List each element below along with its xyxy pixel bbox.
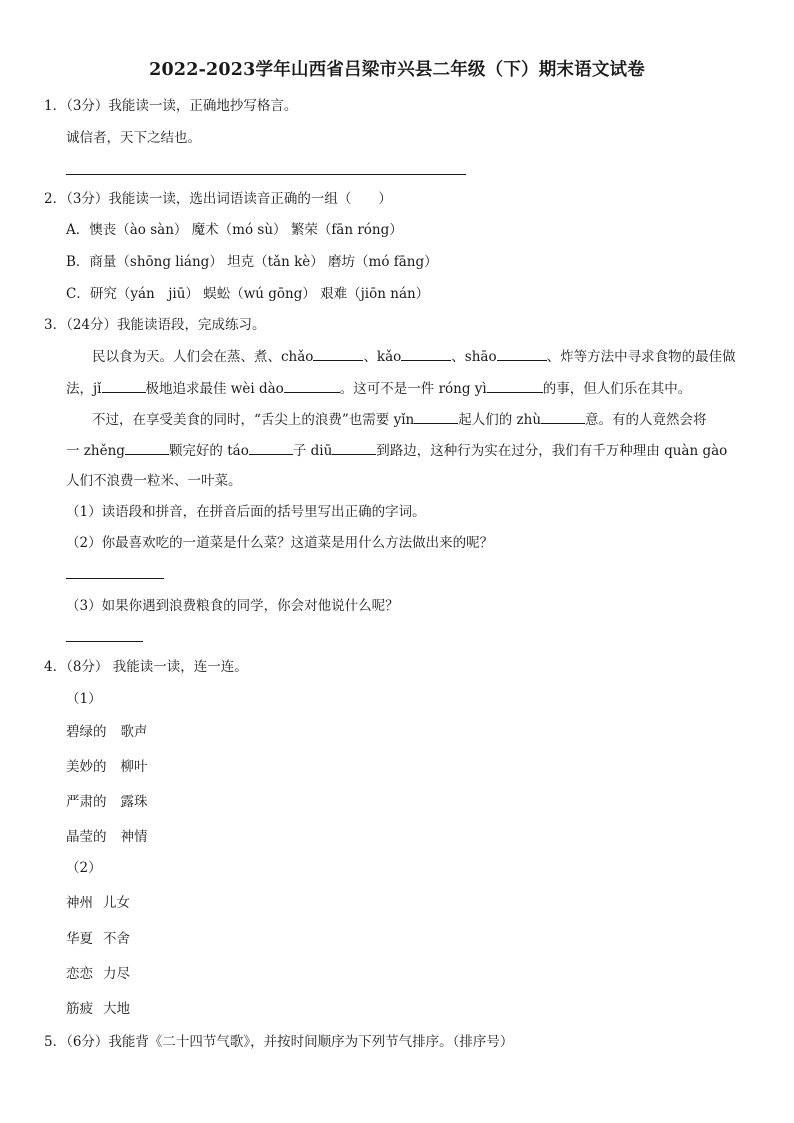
match-right-item[interactable]: 儿女 (103, 895, 130, 911)
passage-text: 。这可不是一件 róng yì (339, 381, 487, 397)
passage-text: 不过，在享受美食的同时，“舌尖上的浪费”也需要 yǐn (92, 412, 415, 428)
match-right-item[interactable]: 不舍 (103, 931, 130, 947)
match-left-item[interactable]: 筋疲 (66, 1001, 93, 1017)
match-left-item[interactable]: 华夏 (66, 931, 93, 947)
question-4-stem: 4．（8分） 我能读一读，连一连。 (44, 659, 248, 675)
pinyin-blank[interactable] (332, 440, 376, 455)
exam-title: 2022-2023学年山西省吕梁市兴县二年级（下）期末语文试卷 (149, 60, 645, 80)
passage-text: 法，jǐ (66, 381, 102, 397)
match-right-item[interactable]: 露珠 (120, 794, 148, 810)
sub-question-2: （2）你最喜欢吃的一道菜是什么菜？这道菜是用什么方法做出来的呢？ (66, 535, 494, 551)
question-2-stem: 2．（3分）我能读一读，选出词语读音正确的一组（ ） (44, 191, 392, 207)
match-left-item[interactable]: 美妙的 (66, 759, 107, 775)
part-1-label: （1） (66, 691, 102, 707)
part-2-label: （2） (66, 860, 102, 876)
match-row (66, 964, 130, 984)
passage-text: 、kǎo (363, 349, 402, 365)
passage-text: 极地追求最佳 wèi dào (145, 381, 284, 397)
match-row (66, 999, 130, 1019)
pinyin-blank[interactable] (284, 378, 340, 393)
option-b[interactable]: B．商量（shōng liáng） 坦克（tǎn kè） 磨坊（mó fāng） (66, 254, 438, 270)
match-row (66, 757, 148, 777)
question-1-stem: 1．（3分）我能读一读，正确地抄写格言。 (44, 98, 298, 114)
pinyin-blank[interactable] (125, 440, 169, 455)
passage-text: 、shāo (451, 349, 497, 365)
match-right-item[interactable]: 歌声 (120, 724, 148, 740)
passage-text: 子 diū (292, 443, 333, 459)
pinyin-blank[interactable] (401, 346, 451, 361)
question-3-stem: 3．（24分）我能读语段，完成练习。 (44, 317, 266, 333)
pinyin-blank[interactable] (541, 409, 585, 424)
pinyin-blank[interactable] (102, 378, 146, 393)
match-left-item[interactable]: 碧绿的 (66, 724, 107, 740)
passage-p1-line1 (92, 346, 736, 367)
match-right-item[interactable]: 大地 (103, 1001, 130, 1017)
passage-p1-line2 (66, 378, 691, 399)
passage-text: 到路边，这种行为实在过分，我们有千万种理由 quàn gào (376, 443, 728, 459)
option-c[interactable]: C．研究（yán jiū） 蜈蚣（wú gōng） 艰难（jiōn nán） (66, 286, 430, 302)
match-left-item[interactable]: 神州 (66, 895, 93, 911)
passage-text: 颗完好的 táo (168, 443, 249, 459)
passage-text: 民以食为天。人们会在蒸、煮、chǎo (92, 349, 314, 365)
pinyin-blank[interactable] (414, 409, 458, 424)
match-left-item[interactable]: 严肃的 (66, 794, 107, 810)
passage-text: 的事，但人们乐在其中。 (542, 381, 692, 397)
passage-text: 意。有的人竟然会将 (585, 412, 707, 428)
passage-text: 起人们的 zhù (458, 412, 542, 428)
match-left-item[interactable]: 晶莹的 (66, 829, 107, 845)
passage-text: 一 zhěng (66, 443, 125, 459)
match-right-item[interactable]: 力尽 (103, 966, 130, 982)
match-row (66, 893, 130, 913)
match-row (66, 827, 148, 847)
pinyin-blank[interactable] (487, 378, 543, 393)
match-right-item[interactable]: 神情 (120, 829, 148, 845)
option-a[interactable]: A．懊丧（ào sàn） 魔术（mó sù） 繁荣（fān róng） (66, 222, 403, 238)
pinyin-blank[interactable] (249, 440, 293, 455)
passage-p2-line3: 人们不浪费一粒米、一叶菜。 (66, 473, 242, 489)
question-1-text: 诚信者，天下之结也。 (66, 130, 201, 146)
passage-p2-line1 (92, 409, 707, 430)
passage-text: 、炸等方法中寻求食物的最佳做 (546, 349, 736, 365)
question-5-stem: 5．（6分）我能背《二十四节气歌》，并按时间顺序为下列节气排序。（排序号） (44, 1034, 514, 1050)
pinyin-blank[interactable] (497, 346, 547, 361)
sub-question-1: （1）读语段和拼音，在拼音后面的括号里写出正确的字词。 (66, 504, 426, 520)
answer-line[interactable] (66, 578, 164, 579)
match-left-item[interactable]: 恋恋 (66, 966, 93, 982)
match-row (66, 929, 130, 949)
match-right-item[interactable]: 柳叶 (120, 759, 148, 775)
answer-line[interactable] (66, 174, 466, 175)
pinyin-blank[interactable] (313, 346, 363, 361)
passage-p2-line2 (66, 440, 727, 461)
match-row (66, 792, 148, 812)
sub-question-3: （3）如果你遇到浪费粮食的同学，你会对他说什么呢？ (66, 598, 399, 614)
match-row (66, 722, 148, 742)
answer-line[interactable] (66, 641, 143, 642)
